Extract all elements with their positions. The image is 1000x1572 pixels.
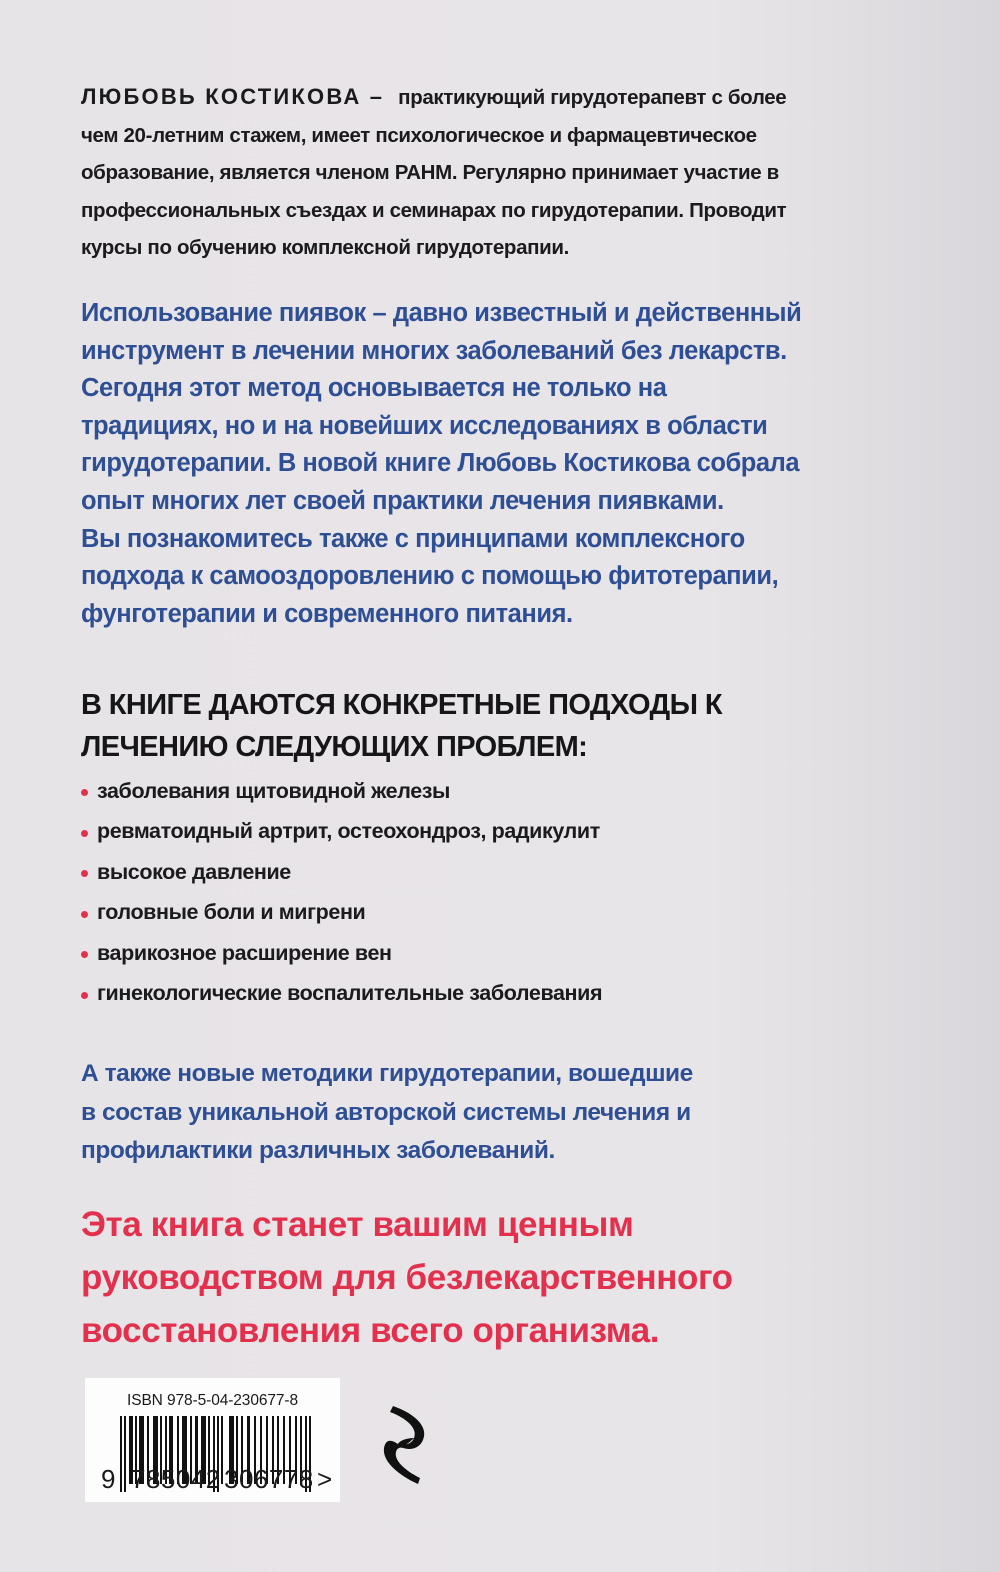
description-line: гирудотерапии. В новой книге Любовь Костикова собрала (81, 449, 800, 478)
isbn-barcode (85, 1378, 340, 1502)
barcode-left-digits: 785042 (131, 1464, 221, 1494)
eksmo-logo-icon (376, 1400, 436, 1490)
bullet-icon (81, 870, 88, 877)
description-line: Использование пиявок – давно известный и действенный (81, 299, 802, 327)
author-bio (81, 78, 961, 267)
barcode-right-digits: 306778 (224, 1464, 314, 1494)
bullet-icon (81, 911, 88, 918)
methods-line: профилактики различных заболеваний. (81, 1137, 555, 1164)
bullet-icon (81, 789, 88, 796)
barcode-first-digit: 9 (101, 1464, 116, 1494)
methods-line: в состав уникальной авторской системы лечения и (81, 1098, 691, 1126)
author-bio-line: образование, является членом РАНМ. Регулярно принимает участие в (81, 161, 779, 184)
description-line: Вы познакомитесь также с принципами комплексного (81, 524, 745, 553)
author-bio-line: профессиональных съездах и семинарах по гирудотерапии. Проводит (81, 198, 787, 222)
author-bio-line: курсы по обучению комплексной гирудотерапии. (81, 236, 570, 259)
closing-line: восстановления всего организма. (81, 1311, 660, 1350)
problems-heading (81, 684, 961, 768)
closing-line: руководством для безлекарственного (81, 1258, 733, 1297)
description-line: инструмент в лечении многих заболеваний без лекарств. (81, 336, 787, 365)
list-item: ревматоидный артрит, остеохондроз, радикулит (78, 812, 958, 853)
problems-list (78, 771, 958, 1014)
closing-line: Эта книга станет вашим ценным (81, 1205, 634, 1244)
description-line: опыт многих лет своей практики лечения пиявками. (81, 486, 724, 515)
bullet-icon (81, 992, 88, 999)
barcode-quiet-zone-marker: > (317, 1464, 333, 1494)
closing-statement (81, 1198, 961, 1357)
list-item: головные боли и мигрени (78, 893, 958, 934)
author-bio-line: ЛЮБОВЬ КОСТИКОВА – практикующий гирудотерапевт с более (81, 84, 787, 109)
bullet-icon (81, 830, 88, 837)
heading-line: ЛЕЧЕНИЮ СЛЕДУЮЩИХ ПРОБЛЕМ: (81, 731, 588, 763)
author-bio-line: чем 20-летним стажем, имеет психологическое и фармацевтическое (81, 123, 757, 147)
description-line: фунготерапии и современного питания. (81, 599, 573, 628)
list-item: высокое давление (78, 852, 958, 893)
description-line: подхода к самооздоровлению с помощью фитотерапии, (81, 562, 779, 591)
description-line: Сегодня этот метод основывается не только на (81, 374, 667, 403)
methods-line: А также новые методики гирудотерапии, вошедшие (81, 1060, 693, 1087)
additional-methods-text (81, 1055, 961, 1171)
list-item: гинекологические воспалительные заболевания (78, 974, 958, 1015)
list-item: заболевания щитовидной железы (78, 771, 958, 812)
description-line: традициях, но и на новейших исследованиях в области (81, 411, 768, 440)
heading-line: В КНИГЕ ДАЮТСЯ КОНКРЕТНЫЕ ПОДХОДЫ К (81, 689, 722, 721)
isbn-label: ISBN 978-5-04-230677-8 (127, 1392, 298, 1409)
bullet-icon (81, 951, 88, 958)
book-description (81, 295, 961, 633)
author-name: ЛЮБОВЬ КОСТИКОВА – (81, 84, 385, 109)
barcode-digits (85, 1464, 340, 1498)
list-item: варикозное расширение вен (78, 933, 958, 974)
